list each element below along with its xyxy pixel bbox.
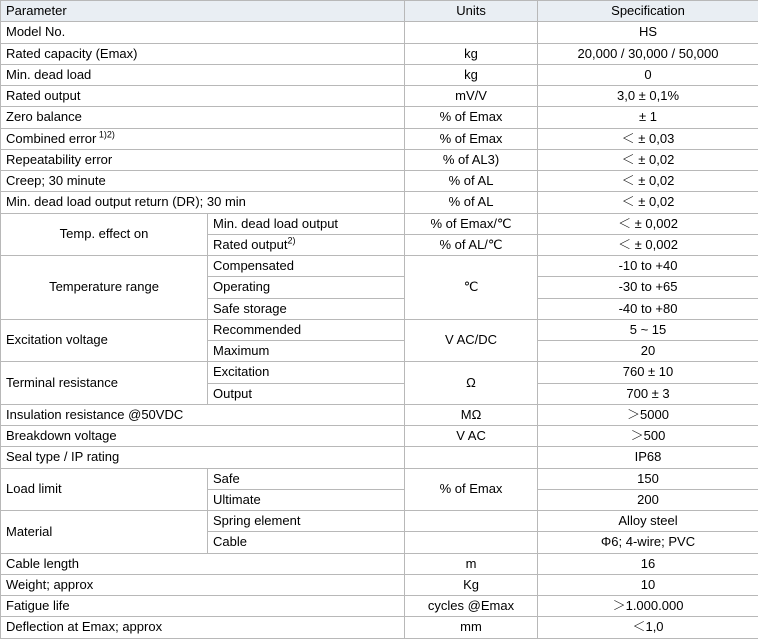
table-row xyxy=(1,426,758,447)
table-body xyxy=(1,22,758,638)
specification-cell: 0 xyxy=(538,64,758,85)
units-cell xyxy=(405,22,538,43)
units-cell: % of Emax xyxy=(405,107,538,128)
units-cell: Ω xyxy=(405,362,538,405)
table-row xyxy=(1,553,758,574)
sub-parameter-cell: Cable xyxy=(208,532,405,553)
parameter-cell: Insulation resistance @50VDC xyxy=(1,404,405,425)
units-cell: mV/V xyxy=(405,86,538,107)
table-row xyxy=(1,107,758,128)
specification-cell: 700 ± 3 xyxy=(538,383,758,404)
units-cell: % of AL xyxy=(405,192,538,213)
specification-cell: ＜ ± 0,02 xyxy=(538,149,758,170)
specification-cell: ＞1.000.000 xyxy=(538,596,758,617)
table-row xyxy=(1,511,758,532)
sub-parameter-cell: Min. dead load output xyxy=(208,213,405,234)
parameter-cell: Material xyxy=(1,511,208,554)
sub-parameter-cell: Rated output$^{2)}$ xyxy=(208,234,405,255)
parameter-cell: Combined error $^{1)2)}$ xyxy=(1,128,405,149)
parameter-cell: Creep; 30 minute xyxy=(1,171,405,192)
specification-cell: IP68 xyxy=(538,447,758,468)
table-row xyxy=(1,213,758,234)
table-row xyxy=(1,404,758,425)
sub-parameter-cell: Maximum xyxy=(208,341,405,362)
table-row xyxy=(1,171,758,192)
sub-parameter-cell: Excitation xyxy=(208,362,405,383)
specification-cell: ＜ ± 0,002 xyxy=(538,213,758,234)
parameter-cell: Load limit xyxy=(1,468,208,511)
parameter-cell: Min. dead load output return (DR); 30 min xyxy=(1,192,405,213)
table-row xyxy=(1,192,758,213)
specification-cell: HS xyxy=(538,22,758,43)
specification-cell: 760 ± 10 xyxy=(538,362,758,383)
sub-parameter-cell: Ultimate xyxy=(208,489,405,510)
parameter-cell: Fatigue life xyxy=(1,596,405,617)
table-row xyxy=(1,128,758,149)
specification-cell: 3,0 ± 0,1% xyxy=(538,86,758,107)
units-cell: % of Emax xyxy=(405,128,538,149)
units-cell: kg xyxy=(405,64,538,85)
units-cell: Kg xyxy=(405,574,538,595)
sub-parameter-cell: Recommended xyxy=(208,319,405,340)
parameter-cell: Seal type / IP rating xyxy=(1,447,405,468)
table-row xyxy=(1,447,758,468)
parameter-cell: Min. dead load xyxy=(1,64,405,85)
units-cell: % of AL3) xyxy=(405,149,538,170)
table-row xyxy=(1,22,758,43)
units-cell xyxy=(405,532,538,553)
table-row xyxy=(1,362,758,383)
specification-cell: ＞500 xyxy=(538,426,758,447)
units-cell: % of AL xyxy=(405,171,538,192)
units-cell: kg xyxy=(405,43,538,64)
header-units: Units xyxy=(405,1,538,22)
specification-cell: ＜ ± 0,02 xyxy=(538,192,758,213)
sub-parameter-cell: Compensated xyxy=(208,256,405,277)
table-row xyxy=(1,43,758,64)
units-cell: cycles @Emax xyxy=(405,596,538,617)
parameter-cell: Terminal resistance xyxy=(1,362,208,405)
sub-parameter-cell: Safe storage xyxy=(208,298,405,319)
specification-cell: 150 xyxy=(538,468,758,489)
parameter-cell: Zero balance xyxy=(1,107,405,128)
units-cell: % of Emax/℃ xyxy=(405,213,538,234)
specification-cell: 5 ~ 15 xyxy=(538,319,758,340)
units-cell: mm xyxy=(405,617,538,638)
specification-cell: 20 xyxy=(538,341,758,362)
sub-parameter-cell: Operating xyxy=(208,277,405,298)
parameter-cell: Repeatability error xyxy=(1,149,405,170)
specification-cell: ＜ ± 0,002 xyxy=(538,234,758,255)
parameter-cell: Weight; approx xyxy=(1,574,405,595)
specification-cell: Alloy steel xyxy=(538,511,758,532)
table-row xyxy=(1,64,758,85)
units-cell: MΩ xyxy=(405,404,538,425)
table-row xyxy=(1,149,758,170)
units-cell: V AC/DC xyxy=(405,319,538,362)
units-cell xyxy=(405,447,538,468)
sub-parameter-cell: Safe xyxy=(208,468,405,489)
parameter-cell: Breakdown voltage xyxy=(1,426,405,447)
header-specification: Specification xyxy=(538,1,758,22)
parameter-cell: Excitation voltage xyxy=(1,319,208,362)
specification-cell: 20,000 / 30,000 / 50,000 xyxy=(538,43,758,64)
parameter-cell: Deflection at Emax; approx xyxy=(1,617,405,638)
specification-cell: ＜ ± 0,02 xyxy=(538,171,758,192)
specification-cell: ＜1,0 xyxy=(538,617,758,638)
specification-cell: ± 1 xyxy=(538,107,758,128)
specification-cell: -30 to +65 xyxy=(538,277,758,298)
specification-cell: Φ6; 4-wire; PVC xyxy=(538,532,758,553)
footnote-marker: 1)2) xyxy=(96,129,115,139)
specification-cell: -40 to +80 xyxy=(538,298,758,319)
table-header-row xyxy=(1,1,758,22)
units-cell: % of Emax xyxy=(405,468,538,511)
units-cell xyxy=(405,511,538,532)
table-row xyxy=(1,86,758,107)
header-parameter: Parameter xyxy=(1,1,405,22)
parameter-cell: Cable length xyxy=(1,553,405,574)
parameter-cell: Temperature range xyxy=(1,256,208,320)
units-cell: % of AL/℃ xyxy=(405,234,538,255)
specification-cell: ＞5000 xyxy=(538,404,758,425)
parameter-cell: Rated capacity (Emax) xyxy=(1,43,405,64)
table-row xyxy=(1,574,758,595)
table-row xyxy=(1,319,758,340)
footnote-marker: 2) xyxy=(287,235,295,245)
table-row xyxy=(1,617,758,638)
parameter-cell: Temp. effect on xyxy=(1,213,208,256)
parameter-cell: Model No. xyxy=(1,22,405,43)
specification-cell: 200 xyxy=(538,489,758,510)
parameter-cell: Rated output xyxy=(1,86,405,107)
units-cell: m xyxy=(405,553,538,574)
units-cell: V AC xyxy=(405,426,538,447)
table-row xyxy=(1,468,758,489)
specification-cell: ＜ ± 0,03 xyxy=(538,128,758,149)
units-cell: ℃ xyxy=(405,256,538,320)
specification-cell: 16 xyxy=(538,553,758,574)
sub-parameter-cell: Spring element xyxy=(208,511,405,532)
table-row xyxy=(1,256,758,277)
sub-parameter-cell: Output xyxy=(208,383,405,404)
table-row xyxy=(1,596,758,617)
specification-cell: -10 to +40 xyxy=(538,256,758,277)
specification-cell: 10 xyxy=(538,574,758,595)
